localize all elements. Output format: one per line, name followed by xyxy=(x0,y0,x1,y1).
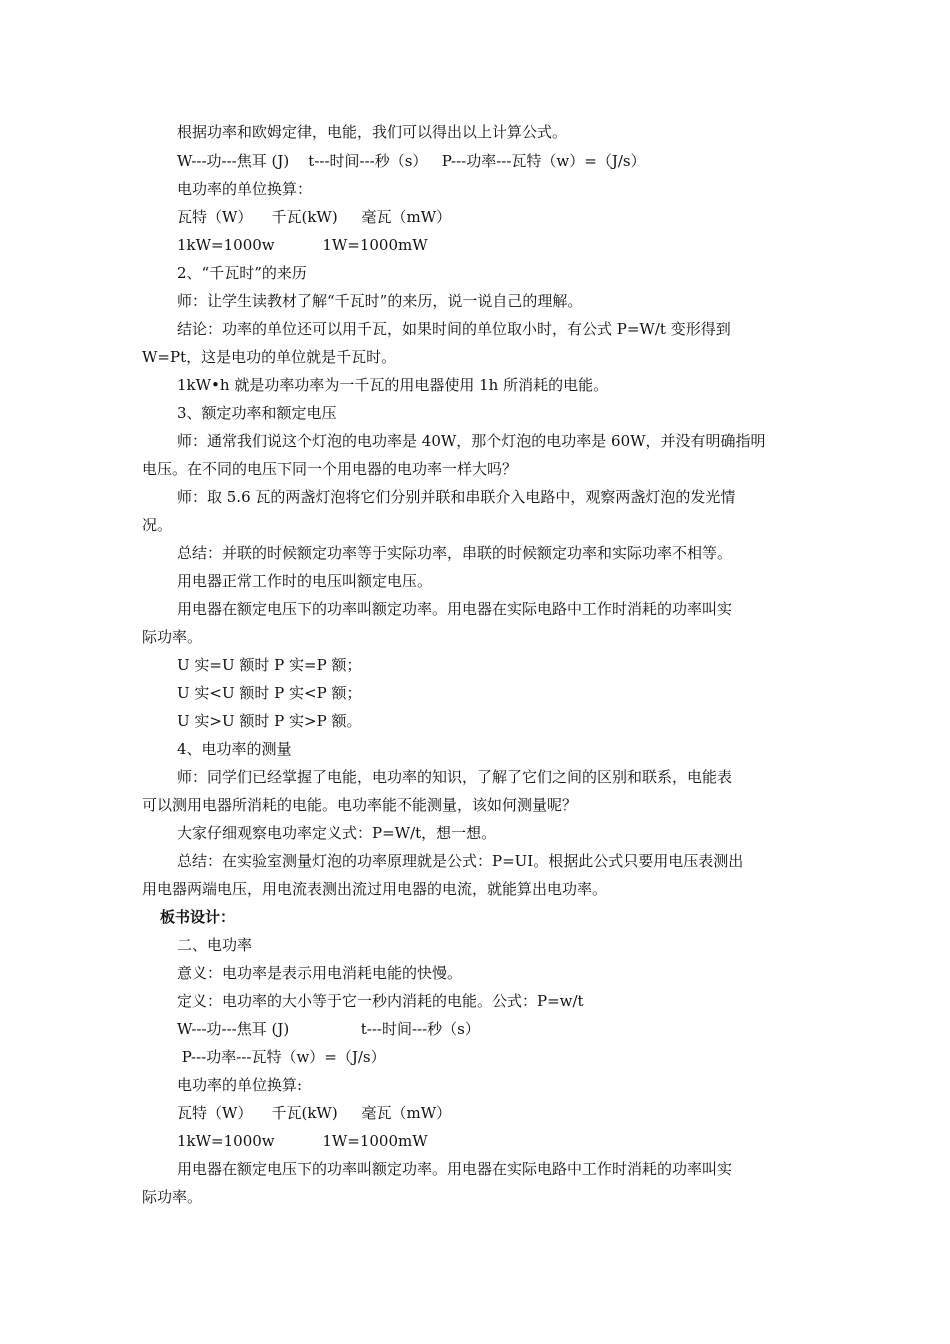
text-line: 电功率的单位换算： xyxy=(177,180,313,198)
text-line: 意义：电功率是表示用电消耗电能的快慢。 xyxy=(177,964,463,982)
text-line: 用电器正常工作时的电压叫额定电压。 xyxy=(177,572,433,590)
text-line: 大家仔细观察电功率定义式：P=W/t，想一想。 xyxy=(177,824,497,842)
text-line: 1kW•h 就是功率功率为一千瓦的用电器使用 1h 所消耗的电能。 xyxy=(177,376,609,394)
text-line: W---功---焦耳 (J) t---时间---秒（s） P---功率---瓦特（w）=（J/s） xyxy=(177,152,646,170)
text-line: 师：通常我们说这个灯泡的电功率是 40W，那个灯泡的电功率是 60W，并没有明确指明 xyxy=(177,432,766,450)
text-line: 电功率的单位换算: xyxy=(177,1076,303,1094)
text-line: 定义：电功率的大小等于它一秒内消耗的电能。公式：P=w/t xyxy=(177,992,584,1010)
text-line: 电压。在不同的电压下同一个用电器的电功率一样大吗？ xyxy=(142,460,518,478)
text-line: 用电器在额定电压下的功率叫额定功率。用电器在实际电路中工作时消耗的功率叫实 xyxy=(177,600,733,618)
text-line: 师：取 5.6 瓦的两盏灯泡将它们分别并联和串联介入电路中，观察两盏灯泡的发光情 xyxy=(177,488,736,506)
text-line: 际功率。 xyxy=(142,628,203,646)
text-line: 可以测用电器所消耗的电能。电功率能不能测量，该如何测量呢？ xyxy=(142,796,578,814)
text-line: U 实>U 额时 P 实>P 额。 xyxy=(177,712,362,730)
text-line: 瓦特（W） 千瓦(kW) 毫瓦（mW） xyxy=(177,1104,452,1122)
section-heading: 二、电功率 xyxy=(177,936,253,954)
section-heading: 4、电功率的测量 xyxy=(177,740,292,758)
section-heading: 3、额定功率和额定电压 xyxy=(177,404,337,422)
text-line: 总结：在实验室测量灯泡的功率原理就是公式：P=UI。根据此公式只要用电压表测出 xyxy=(177,852,744,870)
text-line: 总结：并联的时候额定功率等于实际功率，串联的时候额定功率和实际功率不相等。 xyxy=(177,544,733,562)
board-design-heading: 板书设计： xyxy=(160,908,236,926)
section-heading: 2、“千瓦时”的来历 xyxy=(177,264,307,282)
text-line: 师：同学们已经掌握了电能，电功率的知识，了解了它们之间的区别和联系，电能表 xyxy=(177,768,733,786)
text-line: 用电器在额定电压下的功率叫额定功率。用电器在实际电路中工作时消耗的功率叫实 xyxy=(177,1160,733,1178)
text-line: 根据功率和欧姆定律，电能，我们可以得出以上计算公式。 xyxy=(177,123,568,141)
text-line: 际功率。 xyxy=(142,1188,203,1206)
text-line: 1kW=1000w 1W=1000mW xyxy=(177,1132,428,1150)
text-line: P---功率---瓦特（w）=（J/s） xyxy=(177,1048,386,1066)
text-line: 用电器两端电压，用电流表测出流过用电器的电流，就能算出电功率。 xyxy=(142,880,608,898)
text-line: U 实<U 额时 P 实<P 额； xyxy=(177,684,362,702)
text-line: W=Pt，这是电功的单位就是千瓦时。 xyxy=(142,348,397,366)
text-line: 况。 xyxy=(142,516,173,534)
text-line: U 实=U 额时 P 实=P 额； xyxy=(177,656,362,674)
text-line: 结论：功率的单位还可以用千瓦，如果时间的单位取小时，有公式 P=W/t 变形得到 xyxy=(177,320,731,338)
text-line: 瓦特（W） 千瓦(kW) 毫瓦（mW） xyxy=(177,208,452,226)
text-line: 1kW=1000w 1W=1000mW xyxy=(177,236,428,254)
text-line: 师：让学生读教材了解“千瓦时”的来历，说一说自己的理解。 xyxy=(177,292,583,310)
text-line: W---功---焦耳 (J) t---时间---秒（s） xyxy=(177,1020,480,1038)
